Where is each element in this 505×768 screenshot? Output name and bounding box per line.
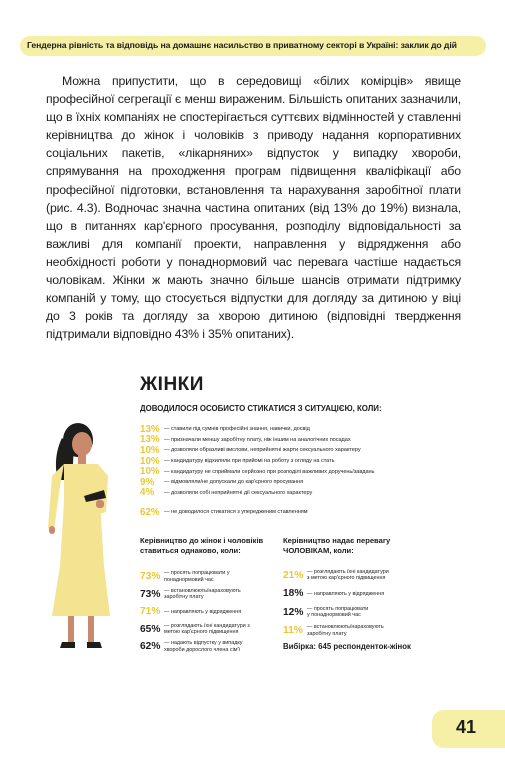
comparison-text: — надають відпустку у випадку хвороби дорослого члена сім'ї — [164, 640, 243, 653]
experience-row — [140, 488, 460, 499]
experience-percent: 10% — [140, 455, 160, 467]
experience-list — [140, 424, 460, 518]
experience-row — [140, 466, 460, 477]
experience-text: — дозволяли образливі вислови, неприйнятні жарти сексуального характеру — [164, 447, 361, 454]
comparison-text: — направляють у відрядження — [307, 590, 385, 597]
comparison-percent: 71% — [140, 606, 161, 618]
men-heading-line: ЧОЛОВІКАМ, коли: — [283, 546, 354, 555]
running-header: Гендерна рівність та відповідь на домашнє насильство в приватному секторі в Україні: заклик до дій — [27, 40, 457, 50]
comparison-percent: 18% — [283, 588, 304, 600]
experience-text: — відмовляли/не допускали до кар'єрного просування — [164, 479, 304, 486]
comparison-text: — просять попрацювати у понаднормовий час — [307, 605, 369, 619]
equal-treatment-heading — [140, 536, 290, 556]
comparison-percent: 73% — [140, 571, 161, 583]
body-paragraph: Можна припустити, що в середовищі «білих комірців» явище професійної сегрегації є менш вираженим. Більшість опитаних зазначили, що в їхніх компаніях не спостерігається суттєвих відмінностей у ставленні керівництва до жінок і чоловіків з приводу надання корпоративних соціальних пакетів, «лікарняних» відпусток у випадку хвороби, спрямування на проходження програм підвищення кваліфікації або професійної підготовки, встановлення та нарахування заробітної плати (рис. 4.3). Водночас значна частина опитаних (від 13% до 19%) визнала, що в питаннях кар'єрного просування, розподілу відповідальності за важливі для компанії проекти, направлення у відрядження або необхідності роботи у понаднормовий час перевага частіше надається чоловікам. Жінки ж мають значно більше шансів отримати підтримку компаній у тому, що стосується відпустки для догляду за дитиною у віці до 3 років та догляду за хворою дитиною (відповідні твердження підтримали відповідно 43% і 35% опитаних). — [46, 74, 461, 342]
experience-percent: 4% — [140, 487, 155, 499]
comparison-row — [140, 621, 280, 639]
experience-text: — кандидатуру відхиляли при прийомі на роботу з огляду на стать — [164, 458, 335, 465]
experience-row — [140, 445, 460, 456]
comparison-row — [283, 622, 423, 641]
comparison-percent: 73% — [140, 588, 161, 600]
comparison-percent: 62% — [140, 641, 161, 653]
comparison-row — [283, 566, 423, 585]
experience-row — [140, 456, 460, 467]
experience-row — [140, 477, 460, 488]
comparison-percent: 21% — [283, 569, 304, 581]
experience-text: — кандидатуру не сприймали серйозно при розподілі важливих доручень/завдань — [164, 468, 375, 475]
experience-row — [140, 435, 460, 446]
comparison-text: — розглядають їхні кандидатури з метою кар'єрного підвищення — [164, 622, 250, 636]
infographic-title: ЖІНКИ — [140, 374, 204, 395]
men-heading-line: Керівництво надає перевагу — [283, 536, 391, 545]
woman-illustration — [38, 416, 128, 654]
comparison-row — [140, 568, 280, 586]
experience-text: — не доводилося стикатися з упередженим ставленням — [164, 509, 308, 516]
sample-size: Вибірка: 645 респонденток-жінок — [283, 642, 411, 651]
comparison-row — [140, 603, 280, 621]
comparison-row — [283, 603, 423, 622]
comparison-row — [140, 638, 280, 656]
comparison-text: — встановлюють/нараховують заробітну плату — [164, 587, 241, 601]
experience-percent: 10% — [140, 466, 160, 478]
experience-row — [140, 424, 460, 435]
equal-heading-line: Керівництво до жінок і чоловіків — [140, 536, 264, 545]
experience-percent: 10% — [140, 444, 160, 456]
equal-treatment-list — [140, 568, 280, 656]
comparison-row — [283, 585, 423, 604]
men-preference-heading — [283, 536, 453, 556]
experience-row — [140, 507, 460, 518]
experience-percent: 13% — [140, 423, 160, 435]
men-preference-list — [283, 566, 423, 640]
experience-text: — дозволяли собі неприйнятні дії сексуального характеру — [164, 489, 313, 496]
comparison-percent: 12% — [283, 606, 304, 618]
comparison-text: — розглядають їхні кандидатури з метою кар'єрного підвищення — [307, 568, 389, 582]
comparison-text: — встановлюють/нараховують заробітну плату — [307, 624, 384, 637]
experience-percent: 9% — [140, 476, 155, 488]
experience-percent: 62% — [140, 506, 160, 518]
experience-percent: 13% — [140, 434, 160, 446]
comparison-row — [140, 586, 280, 604]
comparison-text: — направляють у відрядження — [164, 608, 242, 615]
experience-text: — ставили під сумнів професійні знання, навички, досвід — [164, 426, 310, 433]
comparison-text: — просять попрацювати у понаднормовий час — [164, 570, 230, 583]
comparison-percent: 11% — [283, 625, 303, 637]
page-number: 41 — [456, 717, 477, 737]
infographic — [0, 360, 505, 660]
comparison-percent: 65% — [140, 623, 161, 635]
infographic-subtitle: ДОВОДИЛОСЯ ОСОБИСТО СТИКАТИСЯ З СИТУАЦІЄЮ, КОЛИ: — [140, 404, 382, 413]
experience-text: — призначали меншу заробітну плату, ніж іншим на аналогічних посадах — [164, 436, 351, 443]
equal-heading-line: ставиться однаково, коли: — [140, 546, 241, 555]
